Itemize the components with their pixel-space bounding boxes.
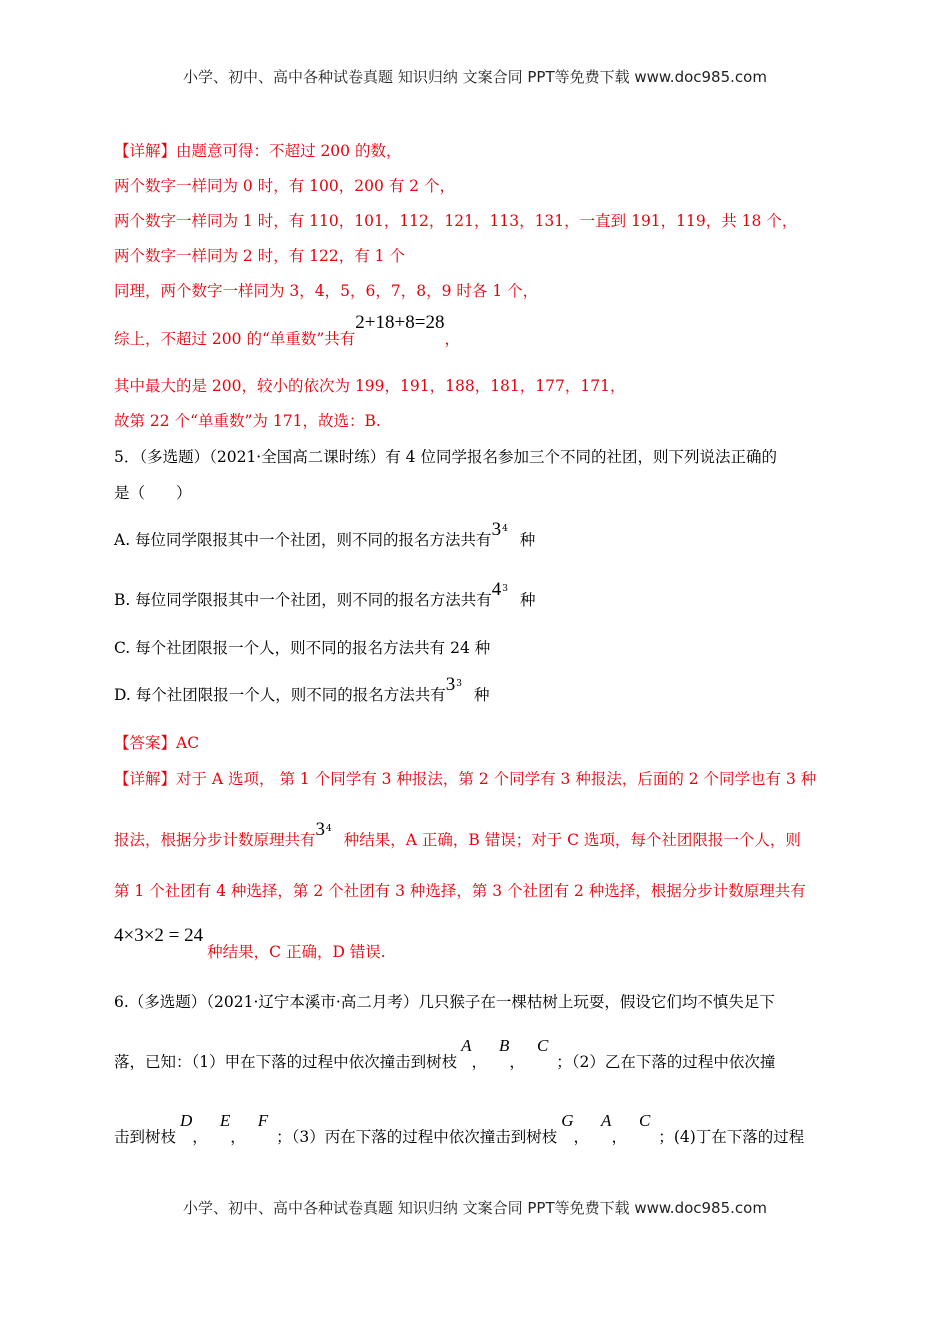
q5-stem1: 5．（多选题）（2021·全国高二课时练）有 4 位同学报名参加三个不同的社团，则下列说法正确的 [114,448,777,466]
q4-line5: 同理，两个数字一样同为 3，4，5，6，7，8，9 时各 1 个， [114,282,539,300]
q6-line2: 落，已知：（1）甲在下落的过程中依次撞击到树枝A，B，C；（2）乙在下落的过程中依次撞 [114,1036,776,1071]
q4-line7: 其中最大的是 200，较小的依次为 199，191，188，181，177，171， [114,377,626,395]
formula-sum: 2+18+8=28 [355,312,445,333]
q4-line8: 故第 22 个“单重数”为 171，故选：B. [114,412,381,430]
q4-detail-line1: 【详解】由题意可得：不超过 200 的数， [114,142,402,160]
q6-line3: 击到树枝D，E，F；（3）丙在下落的过程中依次撞击到树枝G，A，C；(4)丁在下落的过程 [114,1111,805,1146]
q5-option-c: C. 每个社团限报一个人，则不同的报名方法共有 24 种 [114,639,491,657]
q5-detail3: 第 1 个社团有 4 种选择，第 2 个社团有 3 种选择，第 3 个社团有 2 种选择，根据分步计数原理共有 [114,882,806,900]
q6-stem1: 6.（多选题）（2021·辽宁本溪市·高二月考）几只猴子在一棵枯树上玩耍，假设它们均不慎失足下 [114,993,775,1011]
q5-option-b: B. 每位同学限报其中一个社团，则不同的报名方法共有$4^3$种 [114,579,536,609]
q5-answer: 【答案】AC [114,734,200,752]
q4-line2: 两个数字一样同为 0 时，有 100，200 有 2 个， [114,177,455,195]
page-footer: 小学、初中、高中各种试卷真题 知识归纳 文案合同 PPT等免费下载 www.doc985.com [183,1199,767,1217]
q5-detail2: 报法，根据分步计数原理共有$3^4$种结果，A 正确，B 错误；对于 C 选项，每个社团限报一个人，则 [114,819,801,849]
detail-label: 【详解】 [114,142,177,160]
q4-line4: 两个数字一样同为 2 时，有 122，有 1 个 [114,247,405,265]
q4-line6: 综上，不超过 200 的“单重数”共有2+18+8=28， [114,312,460,348]
q4-line3: 两个数字一样同为 1 时，有 110，101，112，121，113，131，一直到 191，119，共 18 个， [114,212,798,230]
q5-detail1: 【详解】对于 A 选项， 第 1 个同学有 3 种报法，第 2 个同学有 3 种报法，后面的 2 个同学也有 3 种 [114,770,817,788]
q5-option-a: A. 每位同学限报其中一个社团，则不同的报名方法共有$3^4$种 [114,519,536,549]
page-header: 小学、初中、高中各种试卷真题 知识归纳 文案合同 PPT等免费下载 www.doc985.com [183,68,767,86]
q5-stem2: 是（ ） [114,484,192,502]
formula-product: 4×3×2 = 24 [114,925,204,946]
q5-option-d: D. 每个社团限报一个人，则不同的报名方法共有$3^3$种 [114,674,490,704]
q5-detail4: 4×3×2 = 24种结果，C 正确，D 错误. [114,925,386,961]
